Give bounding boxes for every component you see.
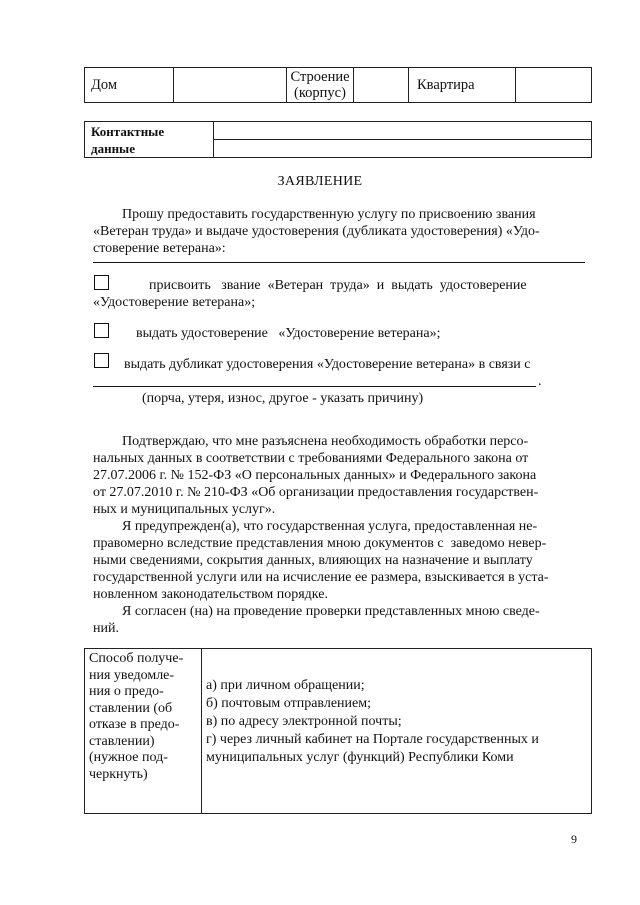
notification-label-line: черкнуть) — [89, 766, 148, 782]
contacts-label-line2: данные — [91, 140, 135, 156]
notification-label-line: отказе в предо- — [89, 717, 180, 732]
consent-p2-line3: ными сведениями, сокрытия данных, влияющих на назначение и выплату — [93, 553, 533, 568]
consent-p3-line1: Я согласен (на) на проведение проверки представленных мною сведе- — [122, 604, 540, 619]
page-number: 9 — [571, 832, 577, 846]
building-label-line2: (корпус) — [294, 85, 346, 101]
consent-p1-line2: нальных данных в соответствии с требованиями Федерального закона от — [93, 451, 529, 466]
house-label: Дом — [91, 77, 118, 93]
option1-line1: присвоить звание «Ветеран труда» и выдать удостоверение — [149, 278, 527, 293]
notification-method-table — [84, 648, 592, 814]
option1-line2: «Удостоверение ветерана»; — [93, 295, 256, 310]
option-portal[interactable]: г) через личный кабинет на Портале государственных и — [206, 732, 539, 747]
consent-p2-line4: государственной услуги или на исчисление ее размера, взыскивается в уста- — [93, 570, 549, 585]
building-label-line1: Строение — [290, 69, 350, 85]
document-title: ЗАЯВЛЕНИЕ — [277, 174, 363, 189]
option-by-mail[interactable]: б) почтовым отправлением; — [206, 696, 371, 711]
notification-label-line: Способ получе- — [89, 651, 184, 666]
request-line2: «Ветеран труда» и выдаче удостоверения (дубликата удостоверения) «Удо- — [93, 224, 540, 239]
consent-p2-line1: Я предупрежден(а), что государственная услуга, предоставленная не- — [122, 519, 538, 534]
notification-label-cell — [85, 649, 202, 814]
contacts-label-line1: Контактные — [91, 123, 165, 139]
option2-checkbox[interactable] — [94, 323, 109, 338]
notification-label-line: ставлении) — [89, 733, 155, 749]
option-by-email[interactable]: в) по адресу электронной почты; — [206, 714, 402, 729]
apartment-value-cell[interactable] — [516, 68, 592, 103]
option-in-person[interactable]: а) при личном обращении; — [206, 678, 365, 693]
house-label-cell — [85, 68, 174, 103]
address-table — [84, 67, 592, 103]
consent-p1-line3: 27.07.2006 г. № 152-ФЗ «О персональных данных» и Федерального закона — [93, 468, 537, 483]
apartment-label-cell — [409, 68, 516, 103]
building-label-cell — [287, 68, 354, 103]
consent-p1-line5: ных и муниципальных услуг». — [93, 502, 276, 517]
reason-line-period: . — [538, 374, 542, 389]
notification-label-line: ставлении (об — [89, 700, 173, 716]
option1-checkbox[interactable] — [94, 275, 109, 290]
option3-label: выдать дубликат удостоверения «Удостоверение ветерана» в связи с — [124, 357, 531, 372]
consent-p2-line2: правомерно вследствие представления мною документов с заведомо невер- — [93, 536, 547, 551]
reason-input-line[interactable] — [93, 386, 536, 387]
consent-p1-line4: от 27.07.2010 г. № 210-ФЗ «Об организации предоставления государствен- — [93, 485, 539, 500]
request-line1: Прошу предоставить государственную услугу по присвоению звания — [122, 207, 536, 222]
request-line3: стоверение ветерана»: — [93, 241, 226, 256]
notification-label-line: ния о предо- — [89, 684, 164, 699]
option2-label: выдать удостоверение «Удостоверение ветерана»; — [136, 326, 441, 341]
notification-label-line: (нужное под- — [89, 750, 168, 765]
option-portal-cont[interactable]: муниципальных услуг (функций) Республики Коми — [206, 750, 514, 765]
apartment-label: Квартира — [417, 77, 475, 93]
notification-label-line: ния уведомле- — [89, 667, 175, 683]
contacts-value-cell-1[interactable] — [214, 122, 592, 140]
house-value-cell[interactable] — [174, 68, 287, 103]
contacts-label-cell — [85, 122, 214, 158]
request-underline — [93, 262, 585, 263]
consent-p2-line5: новленном законодательством порядке. — [93, 587, 328, 602]
consent-p1-line1: Подтверждаю, что мне разъяснена необходимость обработки персо- — [122, 434, 529, 449]
building-value-cell[interactable] — [354, 68, 409, 103]
contacts-table — [84, 121, 592, 158]
option3-checkbox[interactable] — [94, 353, 109, 368]
contacts-value-cell-2[interactable] — [214, 140, 592, 158]
consent-p3-line2: ний. — [93, 621, 119, 636]
reason-hint: (порча, утеря, износ, другое - указать причину) — [142, 391, 424, 406]
notification-options-cell — [202, 649, 592, 814]
